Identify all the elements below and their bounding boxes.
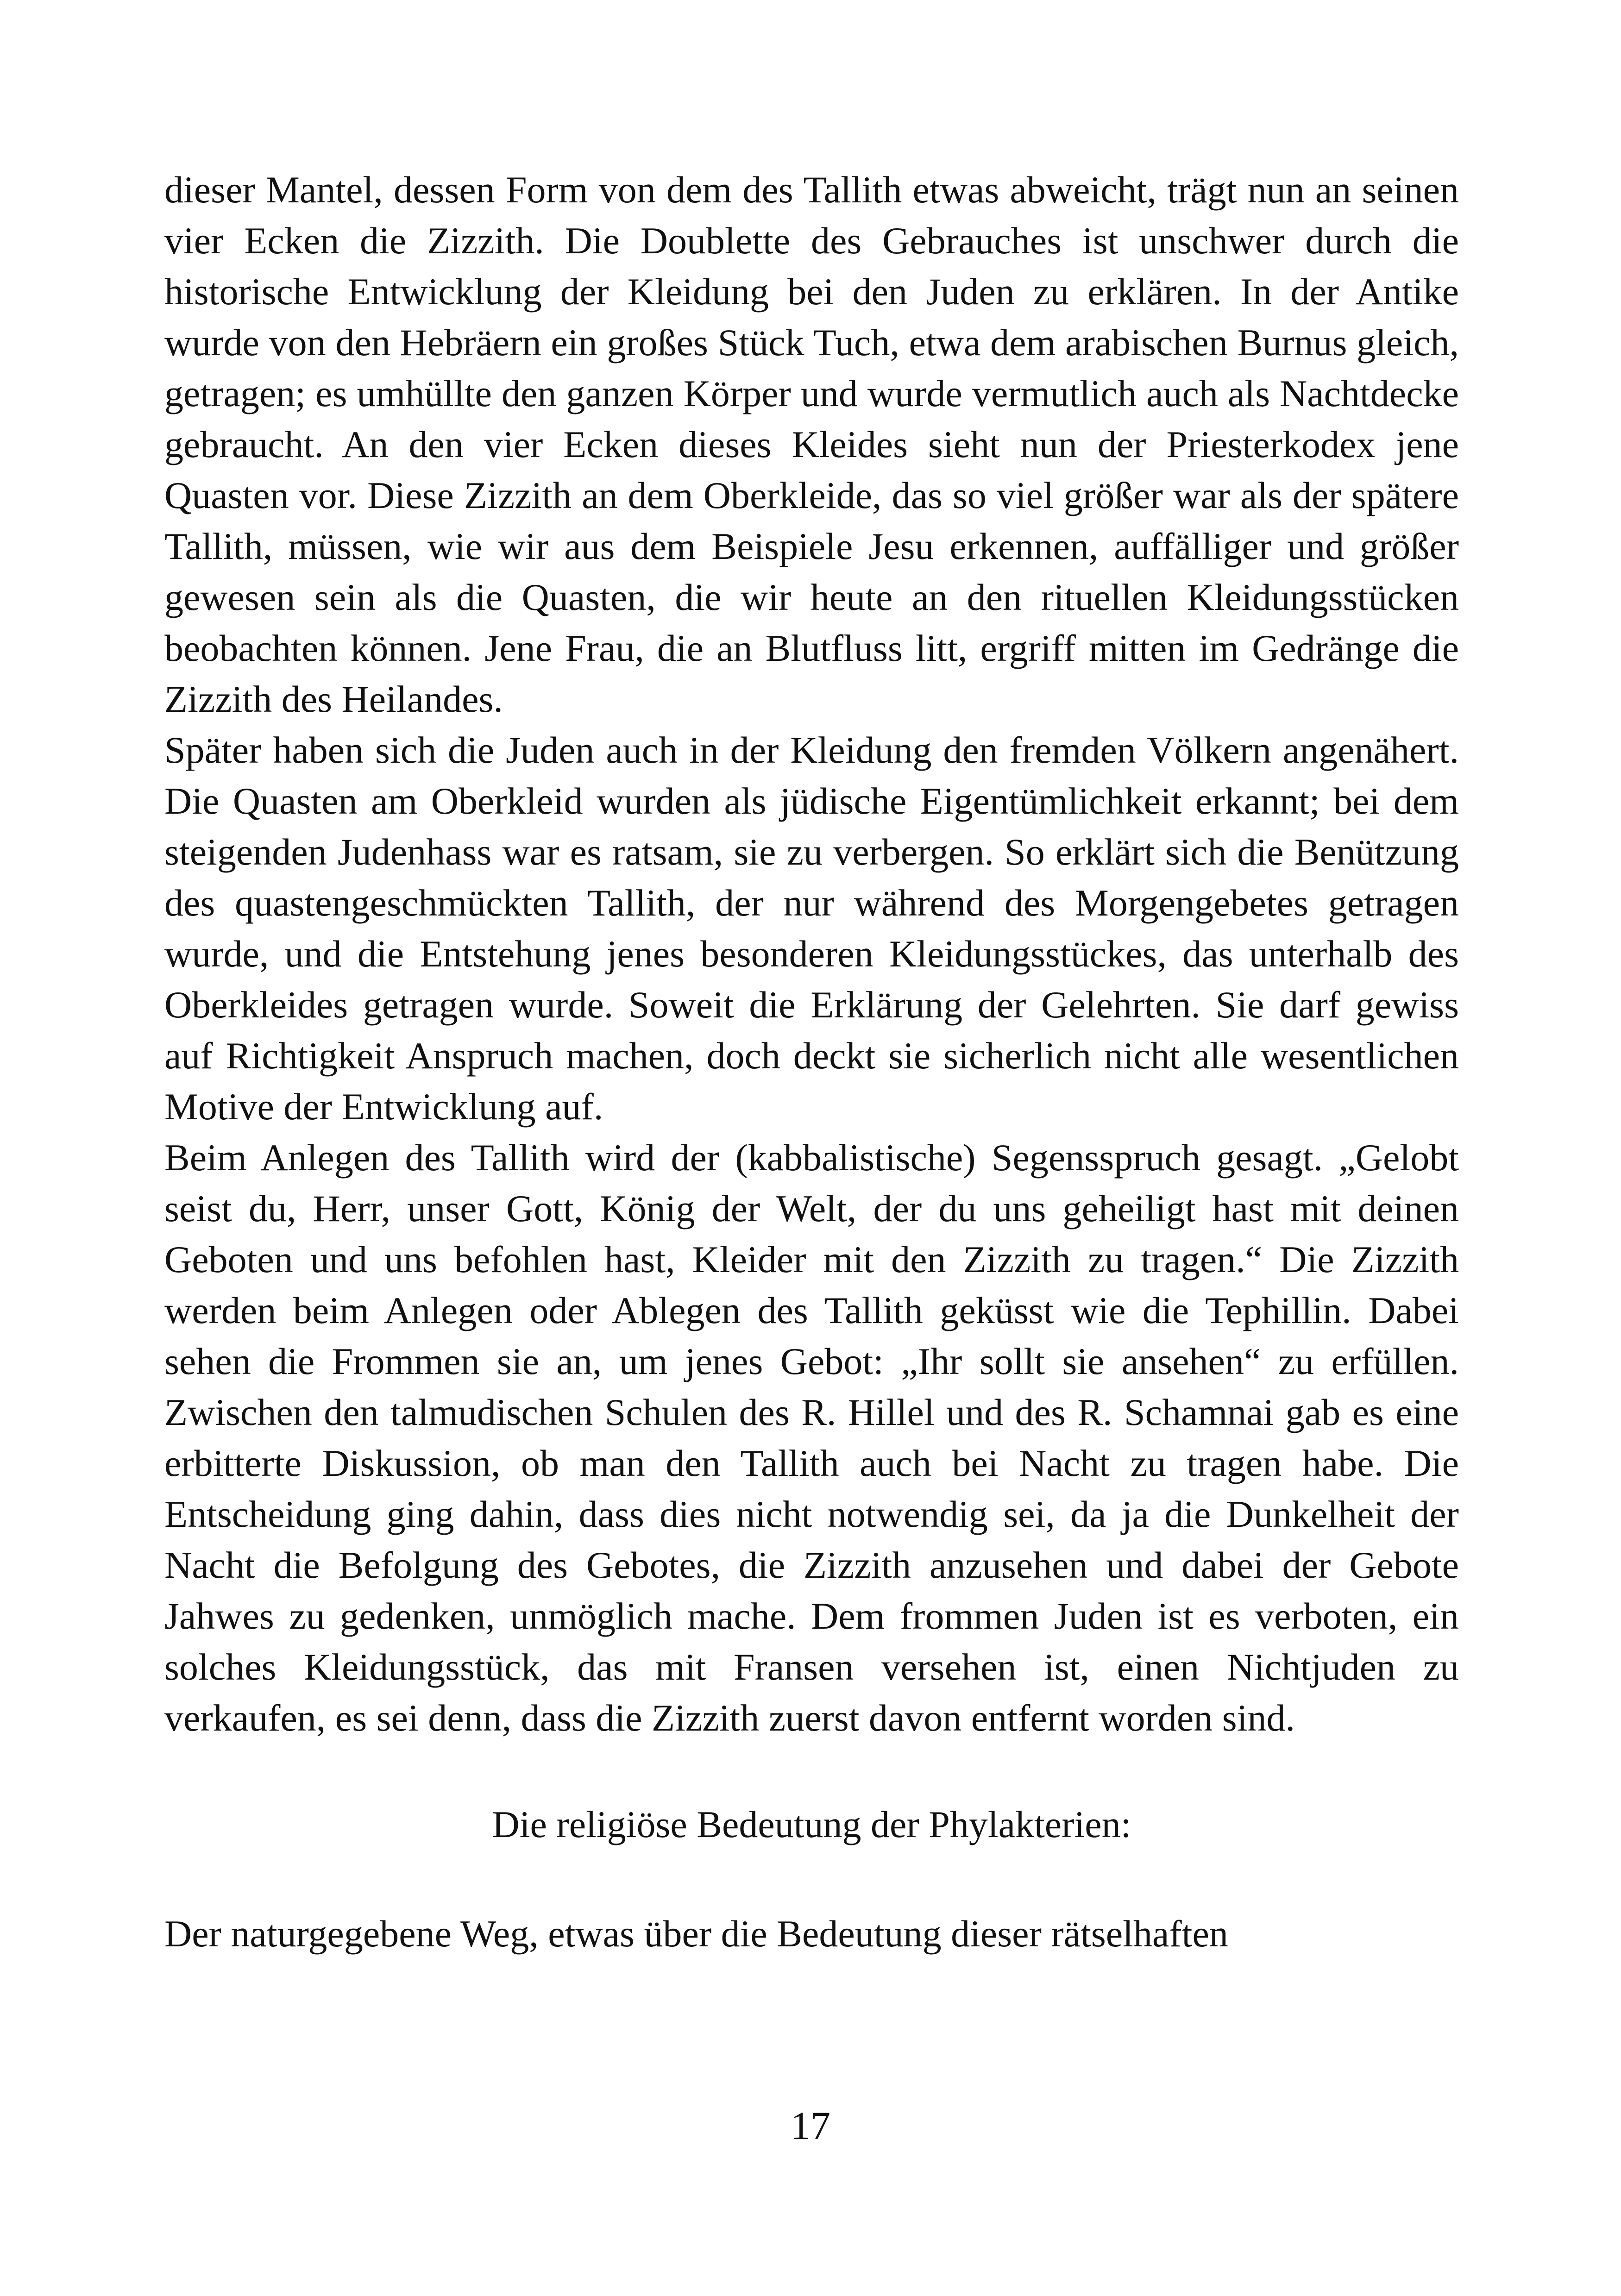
page-number: 17 [791, 2103, 830, 2148]
paragraph-clothing-adaptation: Später haben sich die Juden auch in der Kleidung den fremden Völkern angenähert. Die Quasten am Oberkleid wurden als jüdische Eigentümlichkeit erkannt; bei dem steigenden Judenhass war es ratsam, sie zu verbergen. So erklärt sich die Benützung des quastengeschmückten Tallith, der nur während des Morgengebetes getragen wurde, und die Entstehung jenes besonderen Kleidungsstückes, das unterhalb des Oberkleides getragen wurde. Soweit die Erklärung der Gelehrten. Sie darf gewiss auf Richtigkeit Anspruch machen, doch deckt sie sicherlich nicht alle wesentlichen Motive der Entwicklung auf. [164, 729, 1459, 1128]
paragraph-tallith-history: dieser Mantel, dessen Form von dem des Tallith etwas abweicht, trägt nun an seinen vier Ecken die Zizzith. Die Doublette des Gebrauches ist unschwer durch die historische Entwicklung der Kleidung bei den Juden zu erklären. In der Antike wurde von den Hebräern ein großes Stück Tuch, etwa dem arabischen Burnus gleich, getragen; es umhüllte den ganzen Körper und wurde vermutlich auch als Nachtdecke gebraucht. An den vier Ecken dieses Kleides sieht nun der Priesterkodex jene Quasten vor. Diese Zizzith an dem Oberkleide, das so viel größer war als der spätere Tallith, müssen, wie wir aus dem Beispiele Jesu erkennen, auffälliger und größer gewesen sein als die Quasten, die wir heute an den rituellen Kleidungsstücken beobachten können. Jene Frau, die an Blutfluss litt, ergriff mitten im Gedränge die Zizzith des Heilandes. [164, 169, 1459, 720]
page-body [164, 164, 1459, 1959]
paragraph-blessing: Beim Anlegen des Tallith wird der (kabbalistische) Segensspruch gesagt. „Gelobt seist du, Herr, unser Gott, König der Welt, der du uns geheiligt hast mit deinen Geboten und uns befohlen hast, Kleider mit den Zizzith zu tragen.“ Die Zizzith werden beim Anlegen oder Ablegen des Tallith geküsst wie die Tephillin. Dabei sehen die Frommen sie an, um jenes Gebot: „Ihr sollt sie ansehen“ zu erfüllen. Zwischen den talmudischen Schulen des R. Hillel und des R. Schamnai gab es eine erbitterte Diskussion, ob man den Tallith auch bei Nacht zu tragen habe. Die Entscheidung ging dahin, dass dies nicht notwendig sei, da ja die Dunkelheit der Nacht die Befolgung des Gebotes, die Zizzith anzusehen und dabei der Gebote Jahwes zu gedenken, unmöglich mache. Dem frommen Juden ist es verboten, ein solches Kleidungsstück, das mit Fransen versehen ist, einen Nichtjuden zu verkaufen, es sei denn, dass die Zizzith zuerst davon entfernt worden sind. [164, 1136, 1459, 1739]
paragraph-phylacteries-intro: Der naturgegebene Weg, etwas über die Bedeutung dieser rätselhaften [164, 1913, 1228, 1955]
section-heading: Die religiöse Bedeutung der Phylakterien: [492, 1803, 1131, 1845]
